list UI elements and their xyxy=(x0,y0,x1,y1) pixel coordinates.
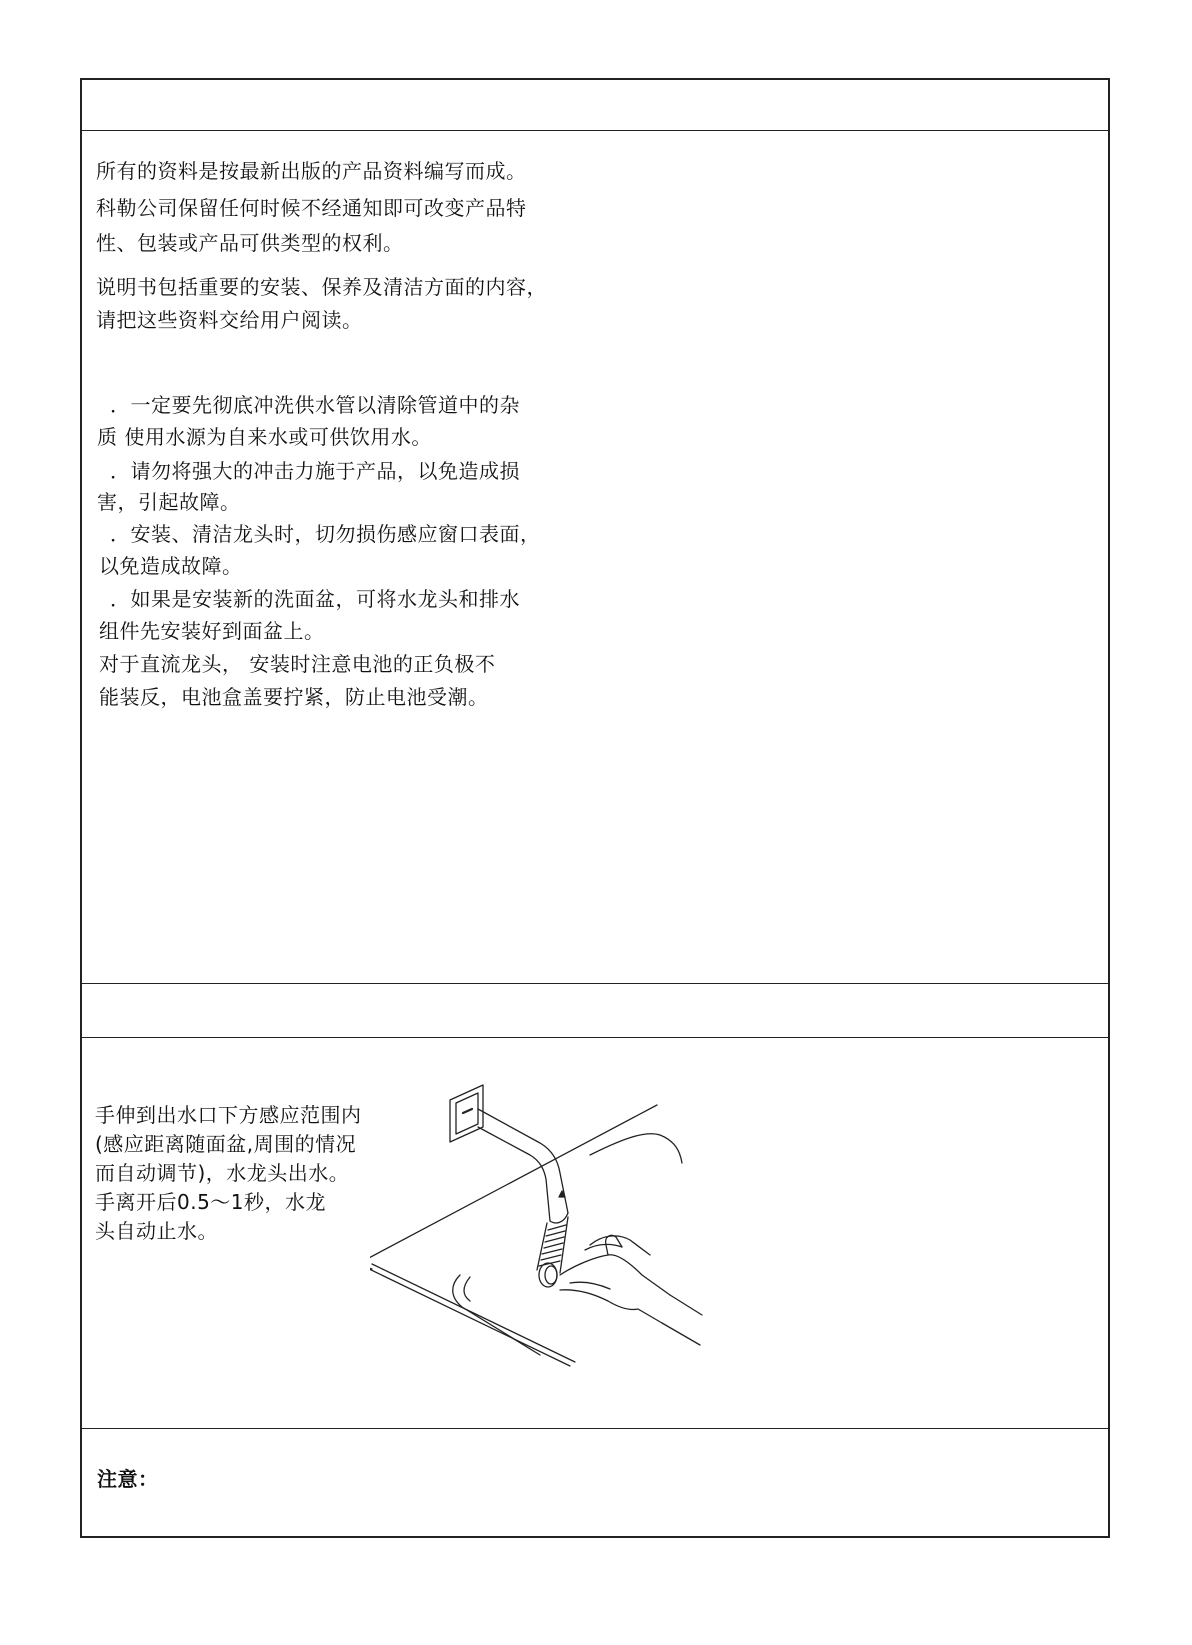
section-divider-top xyxy=(80,983,1110,984)
precaution-line: ．请勿将强大的冲击力施于产品，以免造成损 xyxy=(110,459,520,483)
notes-divider xyxy=(80,1428,1110,1429)
section-divider-bottom xyxy=(80,1037,1110,1038)
header-divider xyxy=(80,130,1110,131)
operation-line: 头自动止水。 xyxy=(95,1219,218,1243)
notes-label: 注意： xyxy=(97,1467,159,1491)
manual-line: 请把这些资料交给用户阅读。 xyxy=(96,308,363,332)
operation-line: 手离开后0.5～1秒，水龙 xyxy=(95,1190,327,1214)
operation-line: 而自动调节)，水龙头出水。 xyxy=(95,1161,350,1185)
precaution-line: 组件先安装好到面盆上。 xyxy=(99,619,325,643)
manual-line: 说明书包括重要的安装、保养及清洁方面的内容， xyxy=(96,275,547,299)
precaution-line: 害，引起故障。 xyxy=(97,490,241,514)
operation-line: 手伸到出水口下方感应范围内 xyxy=(95,1103,362,1127)
disclaimer-line: 所有的资料是按最新出版的产品资料编写而成。 xyxy=(96,159,527,183)
disclaimer-line: 性、包装或产品可供类型的权利。 xyxy=(96,231,404,255)
precaution-line: 质 使用水源为自来水或可供饮用水。 xyxy=(97,425,432,449)
precaution-line: 对于直流龙头， 安装时注意电池的正负极不 xyxy=(99,652,496,676)
precaution-line: ．如果是安装新的洗面盆，可将水龙头和排水 xyxy=(110,587,520,611)
disclaimer-line: 科勒公司保留任何时候不经通知即可改变产品特 xyxy=(96,196,527,220)
precaution-line: 以免造成故障。 xyxy=(99,554,243,578)
precaution-line: ．安装、清洁龙头时，切勿损伤感应窗口表面， xyxy=(110,522,541,546)
faucet-illustration xyxy=(370,1075,730,1375)
precaution-line: 能装反，电池盒盖要拧紧，防止电池受潮。 xyxy=(99,685,489,709)
operation-line: (感应距离随面盆,周围的情况 xyxy=(95,1132,357,1156)
precaution-line: ．一定要先彻底冲洗供水管以清除管道中的杂 xyxy=(110,393,520,417)
